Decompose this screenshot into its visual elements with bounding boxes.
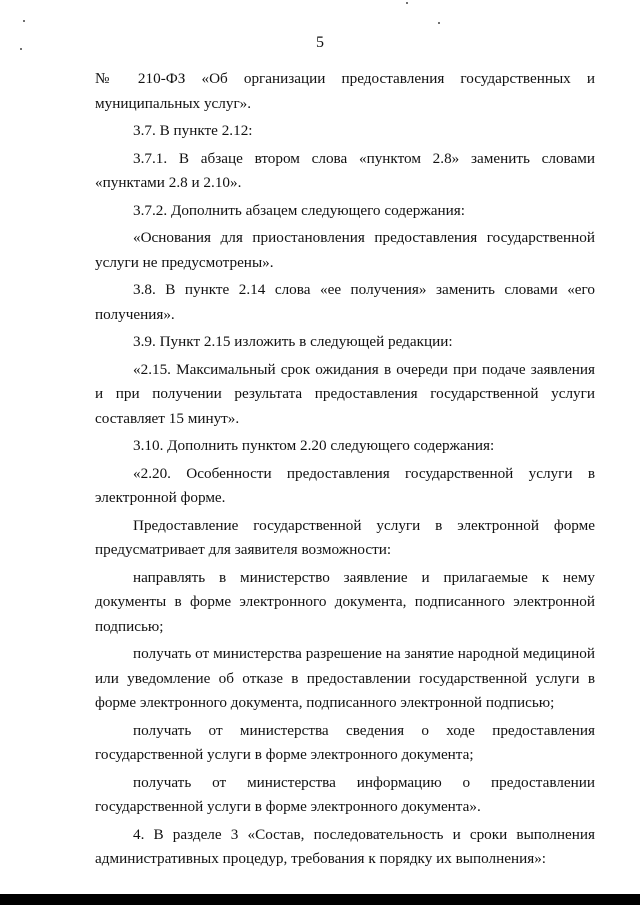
- paragraph-3-9: 3.9. Пункт 2.15 изложить в следующей редакции:: [133, 333, 453, 350]
- paragraph-law-reference: № 210-ФЗ «Об организации предоставления государственных и муниципальных услуг».: [95, 70, 595, 112]
- page-number: 5: [316, 34, 324, 51]
- paragraph-2-15: «2.15. Максимальный срок ожидания в очереди при подаче заявления и при получении результата предоставления государственной услуги составляет 15 минут».: [95, 360, 595, 427]
- scan-speck: [406, 2, 408, 4]
- scan-border: [0, 894, 640, 905]
- paragraph-section-3: 4. В разделе 3 «Состав, последовательность и сроки выполнения административных процедур, требования к порядку их выполнения»:: [95, 825, 595, 867]
- paragraph-receive-information: получать от министерства информацию о предоставлении государственной услуги в форме электронного документа».: [95, 773, 595, 815]
- paragraph-receive-progress: получать от министерства сведения о ходе предоставления государственной услуги в форме электронного документа;: [95, 721, 595, 763]
- scan-speck: [23, 20, 25, 22]
- paragraph-3-8: 3.8. В пункте 2.14 слова «ее получения» заменить словами «его получения».: [95, 281, 595, 323]
- scan-speck: [20, 48, 22, 50]
- paragraph-3-7-1: 3.7.1. В абзаце втором слова «пунктом 2.8» заменить словами «пунктами 2.8 и 2.10».: [95, 149, 595, 191]
- paragraph-2-20: «2.20. Особенности предоставления государственной услуги в электронной форме.: [95, 464, 595, 506]
- paragraph-3-7: 3.7. В пункте 2.12:: [133, 122, 253, 139]
- paragraph-suspension-grounds: «Основания для приостановления предоставления государственной услуги не предусмотрены».: [95, 229, 595, 271]
- paragraph-3-7-2: 3.7.2. Дополнить абзацем следующего содержания:: [133, 201, 465, 219]
- paragraph-receive-permit: получать от министерства разрешение на занятие народной медициной или уведомление об отказе в предоставлении государственной услуги в форме электронного документа, подписанного электронной подписью;: [95, 645, 595, 711]
- scan-speck: [438, 22, 440, 24]
- document-body: [95, 67, 595, 875]
- paragraph-send-application: направлять в министерство заявление и прилагаемые к нему документы в форме электронного документа, подписанного электронной подписью;: [95, 568, 595, 635]
- paragraph-electronic-provision: Предоставление государственной услуги в электронной форме предусматривает для заявителя возможности:: [95, 516, 595, 558]
- paragraph-3-10: 3.10. Дополнить пунктом 2.20 следующего содержания:: [133, 437, 495, 454]
